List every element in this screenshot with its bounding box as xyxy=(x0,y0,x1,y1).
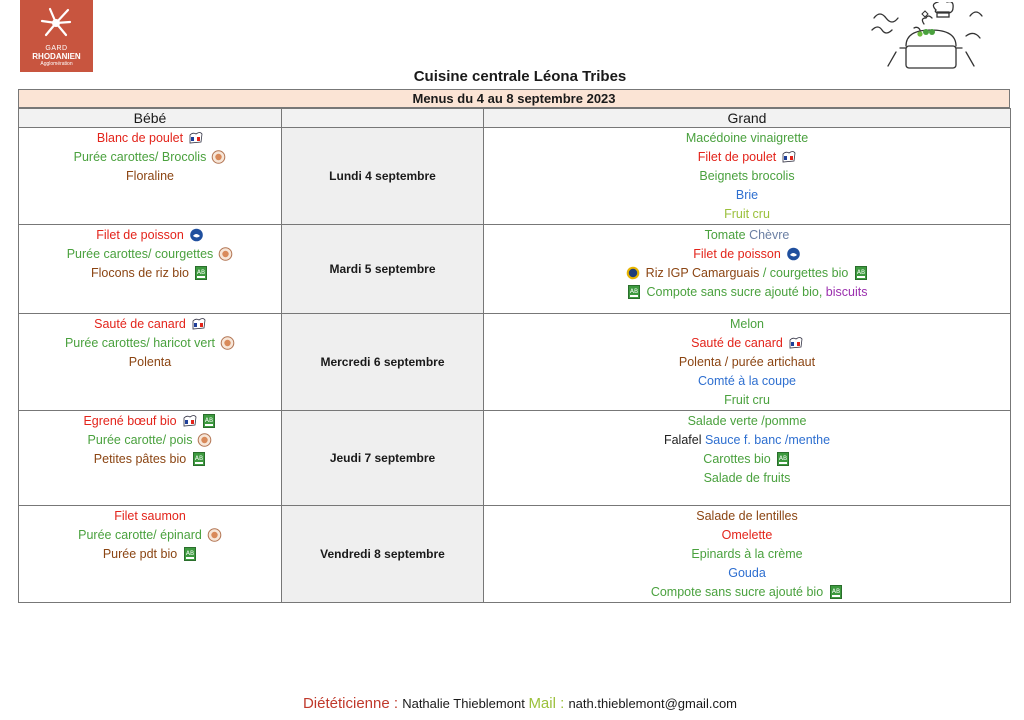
menu-item-text: Sauce f. banc /menthe xyxy=(704,433,831,447)
grand-menu-item xyxy=(484,450,1010,469)
mail-label: Mail : xyxy=(528,695,569,712)
menu-item-text: Tomate xyxy=(704,228,750,242)
day-label: Lundi 4 septembre xyxy=(282,128,484,225)
chef-cooking-illustration xyxy=(866,2,994,76)
organic-ab-icon xyxy=(202,414,217,428)
menu-item-text: biscuits xyxy=(825,285,868,299)
menu-item-text: Carottes bio xyxy=(703,452,771,466)
bebe-menu-item xyxy=(19,167,281,186)
menu-item-text: Omelette xyxy=(721,528,773,542)
menu-item-text: Riz IGP Camarguais xyxy=(645,266,760,280)
grand-menu-cell xyxy=(484,506,1011,603)
menu-item-text: Floraline xyxy=(126,169,174,183)
menu-item-text: Brie xyxy=(735,188,759,202)
menu-item-text: Salade de lentilles xyxy=(696,509,798,523)
france-label-icon xyxy=(188,131,203,145)
grand-menu-item xyxy=(484,186,1010,205)
svg-text:AB: AB xyxy=(185,550,194,557)
grand-menu-item xyxy=(484,283,1010,302)
menu-day-row xyxy=(19,506,1011,603)
homemade-label-icon xyxy=(220,336,235,350)
logo-text-line1: GARD xyxy=(45,45,68,52)
weekly-menu-table xyxy=(18,108,1011,603)
grand-menu-item xyxy=(484,469,1010,488)
grand-menu-item xyxy=(484,583,1010,602)
menu-item-text: Polenta / purée artichaut xyxy=(678,355,816,369)
grand-menu-cell xyxy=(484,411,1011,506)
bebe-menu-cell xyxy=(19,314,282,411)
menu-item-text: Salade verte /pomme xyxy=(687,414,807,428)
menu-item-text: Salade de fruits xyxy=(703,471,791,485)
day-label: Mercredi 6 septembre xyxy=(282,314,484,411)
menu-item-text: Filet de poulet xyxy=(697,150,777,164)
grand-menu-item xyxy=(484,334,1010,353)
column-header-bebe: Bébé xyxy=(19,109,282,128)
bebe-menu-item xyxy=(19,129,281,148)
menu-item-text: Purée pdt bio xyxy=(102,547,178,561)
bebe-menu-item xyxy=(19,315,281,334)
bebe-menu-item xyxy=(19,450,281,469)
bebe-menu-item xyxy=(19,526,281,545)
homemade-label-icon xyxy=(218,247,233,261)
grand-menu-item xyxy=(484,564,1010,583)
grand-menu-item xyxy=(484,526,1010,545)
day-label: Vendredi 8 septembre xyxy=(282,506,484,603)
menu-item-text: Polenta xyxy=(128,355,172,369)
grand-menu-cell xyxy=(484,128,1011,225)
organic-ab-icon xyxy=(627,285,642,299)
grand-menu-item xyxy=(484,412,1010,431)
organic-ab-icon xyxy=(853,266,868,280)
menu-item-text: Purée carotte/ épinard xyxy=(78,528,202,542)
organic-ab-icon xyxy=(194,266,209,280)
grand-menu-item xyxy=(484,226,1010,245)
organic-ab-icon xyxy=(776,452,791,466)
menu-item-text: Gouda xyxy=(728,566,766,580)
svg-text:AB: AB xyxy=(197,269,206,276)
logo-mark-icon xyxy=(20,6,93,40)
bebe-menu-item xyxy=(19,545,281,564)
homemade-label-icon xyxy=(211,150,226,164)
menu-item-text: Egrené bœuf bio xyxy=(83,414,177,428)
logo-text-line2: RHODANIEN xyxy=(32,52,81,61)
france-label-icon xyxy=(788,336,803,350)
contact-email: nath.thieblemont@gmail.com xyxy=(568,696,738,711)
menu-item-text: Flocons de riz bio xyxy=(91,266,189,280)
grand-menu-cell xyxy=(484,314,1011,411)
day-label: Mardi 5 septembre xyxy=(282,225,484,314)
gard-rhodanien-logo xyxy=(20,0,93,72)
bebe-menu-item xyxy=(19,148,281,167)
menu-item-text: Fruit cru xyxy=(724,393,770,407)
svg-text:AB: AB xyxy=(204,417,214,424)
grand-menu-item xyxy=(484,391,1010,410)
bebe-menu-cell xyxy=(19,506,282,603)
menu-day-row xyxy=(19,314,1011,411)
bebe-menu-cell xyxy=(19,411,282,506)
organic-ab-icon xyxy=(182,547,197,561)
grand-menu-cell xyxy=(484,225,1011,314)
svg-text:AB: AB xyxy=(856,269,865,276)
menu-day-row xyxy=(19,411,1011,506)
logo-text-line3: Agglomération xyxy=(40,61,73,67)
menu-item-text: Falafel xyxy=(663,433,705,447)
menu-item-text: Purée carottes/ Brocolis xyxy=(73,150,207,164)
msc-label-icon xyxy=(786,247,801,261)
svg-text:AB: AB xyxy=(194,455,203,462)
menu-item-text: / courgettes bio xyxy=(759,266,849,280)
bebe-menu-item xyxy=(19,507,281,526)
grand-menu-item xyxy=(484,315,1010,334)
menu-item-text: Purée carottes/ courgettes xyxy=(66,247,214,261)
france-label-icon xyxy=(781,150,796,164)
svg-text:AB: AB xyxy=(629,288,639,295)
grand-menu-item xyxy=(484,507,1010,526)
menu-item-text: Melon xyxy=(729,317,765,331)
menu-item-text: Blanc de poulet xyxy=(96,131,184,145)
grand-menu-item xyxy=(484,264,1010,283)
menu-item-text: Beignets brocolis xyxy=(699,169,795,183)
grand-menu-item xyxy=(484,205,1010,224)
grand-menu-item xyxy=(484,353,1010,372)
menu-item-text: Fruit cru xyxy=(724,207,770,221)
msc-label-icon xyxy=(189,228,204,242)
menu-item-text: Purée carottes/ haricot vert xyxy=(64,336,216,350)
menu-period-title: Menus du 4 au 8 septembre 2023 xyxy=(18,89,1010,108)
page-title: Cuisine centrale Léona Tribes xyxy=(413,68,627,85)
menu-item-text: Filet de poisson xyxy=(96,228,184,242)
menu-item-text: Purée carotte/ pois xyxy=(87,433,193,447)
grand-menu-item xyxy=(484,245,1010,264)
menu-item-text: Comté à la coupe xyxy=(698,374,796,388)
bebe-menu-item xyxy=(19,412,281,431)
svg-text:AB: AB xyxy=(779,455,788,462)
menu-item-text: Compote sans sucre ajouté bio, xyxy=(646,285,826,299)
column-header-day xyxy=(282,109,484,128)
column-header-grand: Grand xyxy=(484,109,1011,128)
menu-item-text: Compote sans sucre ajouté bio xyxy=(650,585,824,599)
grand-menu-item xyxy=(484,372,1010,391)
grand-menu-item xyxy=(484,545,1010,564)
bebe-menu-item xyxy=(19,431,281,450)
bebe-menu-cell xyxy=(19,128,282,225)
homemade-label-icon xyxy=(197,433,212,447)
grand-menu-item xyxy=(484,148,1010,167)
france-label-icon xyxy=(182,414,197,428)
dietitian-label: Diététicienne : xyxy=(302,695,403,712)
menu-item-text: Epinards à la crème xyxy=(691,547,803,561)
organic-ab-icon xyxy=(828,585,843,599)
bebe-menu-item xyxy=(19,264,281,283)
svg-text:AB: AB xyxy=(831,588,840,595)
menu-item-text: Filet de poisson xyxy=(693,247,781,261)
menu-day-row xyxy=(19,225,1011,314)
menu-day-row xyxy=(19,128,1011,225)
bebe-menu-item xyxy=(19,245,281,264)
bebe-menu-cell xyxy=(19,225,282,314)
igp-label-icon xyxy=(626,266,641,280)
france-label-icon xyxy=(191,317,206,331)
menu-item-text: Chèvre xyxy=(749,228,790,242)
grand-menu-item xyxy=(484,167,1010,186)
bebe-menu-item xyxy=(19,353,281,372)
bebe-menu-item xyxy=(19,334,281,353)
menu-item-text: Macédoine vinaigrette xyxy=(685,131,809,145)
menu-item-text: Sauté de canard xyxy=(691,336,783,350)
dietitian-name: Nathalie Thieblemont xyxy=(402,696,529,711)
menu-item-text: Filet saumon xyxy=(114,509,186,523)
grand-menu-item xyxy=(484,431,1010,450)
day-label: Jeudi 7 septembre xyxy=(282,411,484,506)
homemade-label-icon xyxy=(207,528,222,542)
menu-item-text: Petites pâtes bio xyxy=(93,452,187,466)
menu-item-text: Sauté de canard xyxy=(94,317,186,331)
organic-ab-icon xyxy=(191,452,206,466)
bebe-menu-item xyxy=(19,226,281,245)
grand-menu-item xyxy=(484,129,1010,148)
footer-contact xyxy=(0,695,1024,712)
